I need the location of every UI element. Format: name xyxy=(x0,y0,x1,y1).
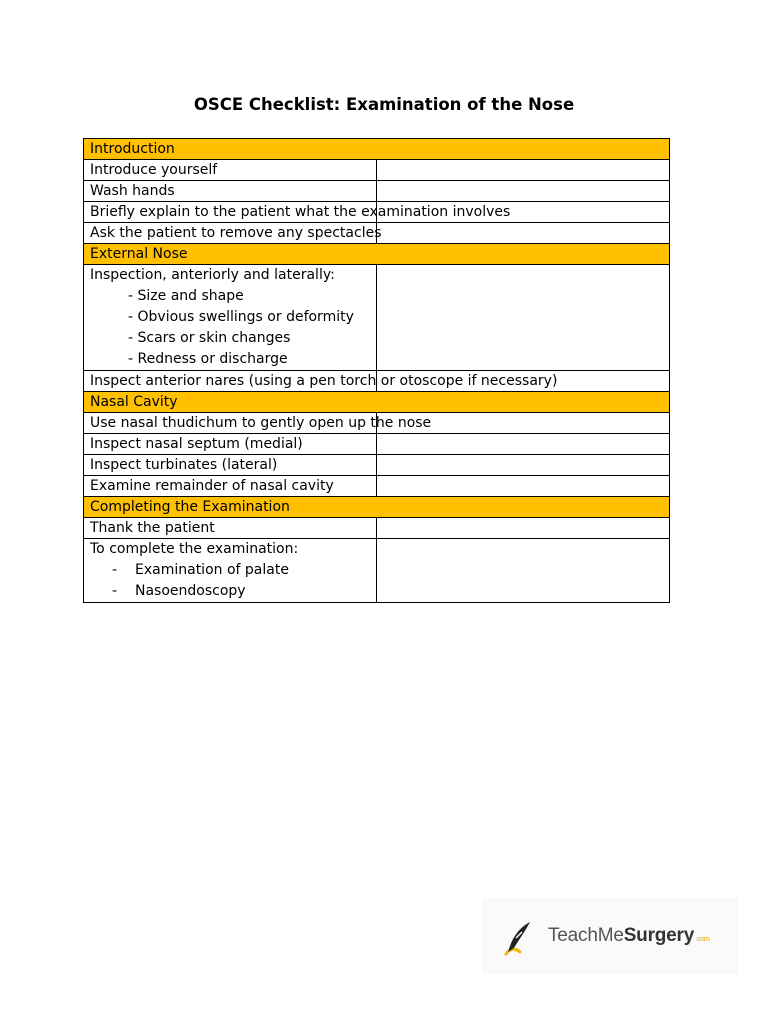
checkbox-cell[interactable] xyxy=(377,476,670,497)
checkbox-cell[interactable] xyxy=(377,223,670,244)
page-title: OSCE Checklist: Examination of the Nose xyxy=(193,95,575,114)
checklist-item: Inspect anterior nares (using a pen torch or otoscope if necessary) xyxy=(84,371,377,392)
checklist-item: Briefly explain to the patient what the examination involves xyxy=(84,202,377,223)
checklist-row xyxy=(84,223,670,244)
checklist-subpoint xyxy=(90,581,370,602)
dash-marker: - xyxy=(112,583,118,599)
section-heading: Introduction xyxy=(84,139,670,160)
checklist-item: Inspect nasal septum (medial) xyxy=(84,434,377,455)
teachmesurgery-logo xyxy=(482,898,738,974)
section-header-row xyxy=(84,244,670,265)
checklist-item-label: Inspection, anteriorly and laterally: xyxy=(90,267,335,283)
section-heading: Nasal Cavity xyxy=(84,392,670,413)
checkbox-cell[interactable] xyxy=(377,160,670,181)
checklist-row xyxy=(84,160,670,181)
checklist-item: Examine remainder of nasal cavity xyxy=(84,476,377,497)
checkbox-cell[interactable] xyxy=(377,455,670,476)
logo-suffix: .com xyxy=(695,936,710,943)
logo-name-bold: Surgery xyxy=(623,925,695,946)
dash-marker: - xyxy=(112,562,118,578)
checkbox-cell[interactable] xyxy=(377,518,670,539)
checklist-subpoint: - Obvious swellings or deformity xyxy=(128,309,354,325)
checklist-item: Inspect turbinates (lateral) xyxy=(84,455,377,476)
checkbox-cell[interactable] xyxy=(377,265,670,371)
checklist-row xyxy=(84,455,670,476)
checklist-subpoint: - Size and shape xyxy=(128,288,244,304)
checkbox-cell[interactable] xyxy=(377,181,670,202)
checklist-table xyxy=(83,138,670,603)
checklist-item: Use nasal thudichum to gently open up the nose xyxy=(84,413,377,434)
checklist-row xyxy=(84,413,670,434)
checkbox-cell[interactable] xyxy=(377,434,670,455)
logo-wordmark xyxy=(548,925,710,947)
checklist-row xyxy=(84,539,670,603)
checklist-subpoint xyxy=(90,560,370,581)
checklist-row xyxy=(84,434,670,455)
checklist-item: Ask the patient to remove any spectacles xyxy=(84,223,377,244)
section-heading: Completing the Examination xyxy=(84,497,670,518)
checklist-subpoint: - Redness or discharge xyxy=(128,351,288,367)
section-header-row xyxy=(84,139,670,160)
checklist-subpoint-text: Nasoendoscopy xyxy=(135,583,246,599)
checklist-subpoint-text: Examination of palate xyxy=(135,562,289,578)
section-header-row xyxy=(84,497,670,518)
checklist-row xyxy=(84,265,670,371)
checklist-row xyxy=(84,181,670,202)
logo-name-light: TeachMe xyxy=(548,925,624,946)
checklist-item-group xyxy=(84,539,377,603)
section-header-row xyxy=(84,392,670,413)
checkbox-cell[interactable] xyxy=(377,539,670,603)
checklist-subpoint: - Scars or skin changes xyxy=(128,330,291,346)
checklist-item: Introduce yourself xyxy=(84,160,377,181)
checklist-row xyxy=(84,202,670,223)
checklist-row xyxy=(84,476,670,497)
section-heading: External Nose xyxy=(84,244,670,265)
checklist-row xyxy=(84,518,670,539)
checklist-item-group xyxy=(84,265,377,371)
checklist-item-label: To complete the examination: xyxy=(90,541,299,557)
quill-pen-icon xyxy=(500,918,540,958)
checklist-row xyxy=(84,371,670,392)
checklist-item: Wash hands xyxy=(84,181,377,202)
checklist-item: Thank the patient xyxy=(84,518,377,539)
